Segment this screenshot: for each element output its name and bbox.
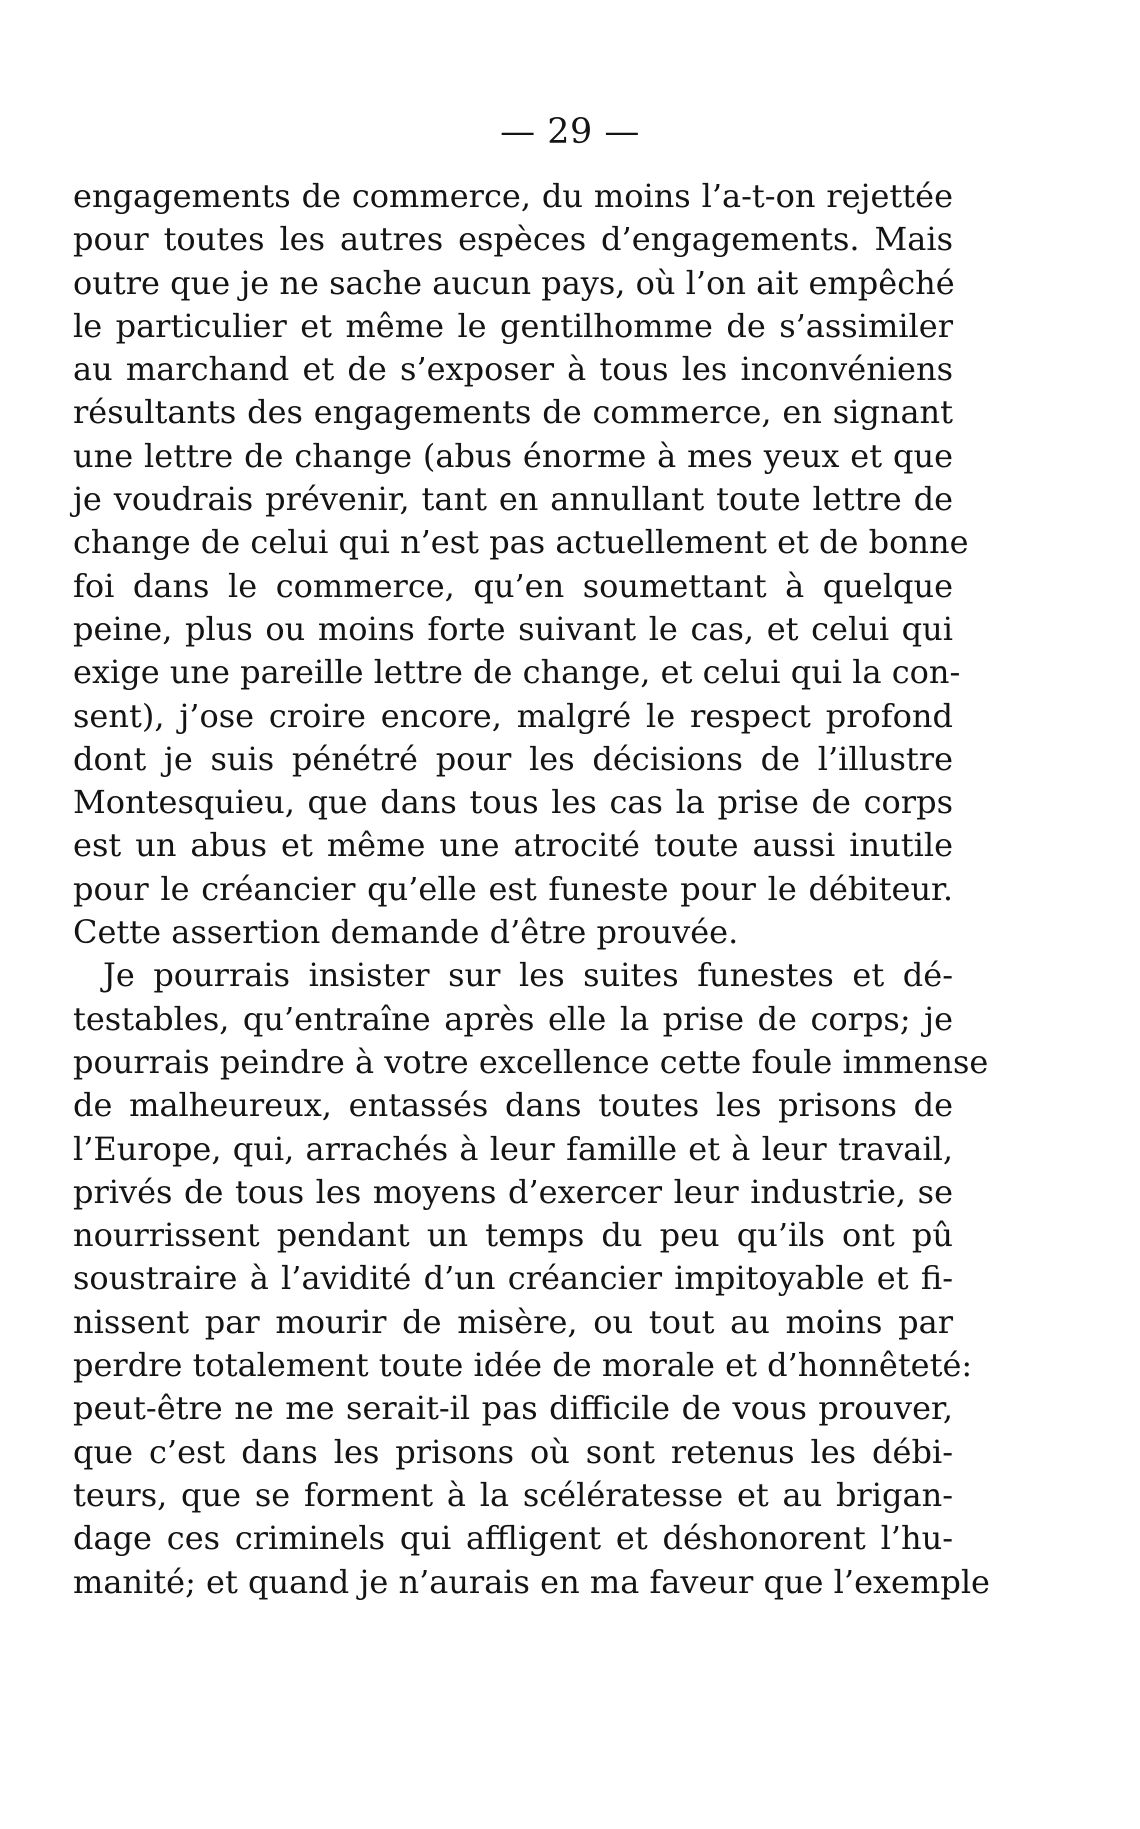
text-line: Montesquieu, que dans tous les cas la prise de corps bbox=[73, 783, 953, 822]
text-line: pourrais peindre à votre excellence cette foule immense bbox=[73, 1042, 989, 1081]
text-line: Je pourrais insister sur les suites funestes et dé- bbox=[103, 956, 953, 995]
text-line: perdre totalement toute idée de morale et d’honnêteté: bbox=[73, 1346, 973, 1385]
text-line: manité; et quand je n’aurais en ma faveur que l’exemple bbox=[73, 1562, 990, 1601]
text-line: foi dans le commerce, qu’en soumettant à quelque bbox=[73, 566, 953, 605]
text-line: peine, plus ou moins forte suivant le cas, et celui qui bbox=[73, 609, 953, 648]
text-line: au marchand et de s’exposer à tous les inconvéniens bbox=[73, 350, 953, 389]
text-line: testables, qu’entraîne après elle la prise de corps; je bbox=[73, 999, 953, 1038]
text-line: outre que je ne sache aucun pays, où l’on ait empêché bbox=[73, 263, 955, 302]
body-text bbox=[73, 175, 990, 1604]
text-line: sent), j’ose croire encore, malgré le respect profond bbox=[73, 696, 953, 735]
paragraph-1 bbox=[73, 175, 969, 954]
text-line: pour le créancier qu’elle est funeste pour le débiteur. bbox=[73, 869, 953, 908]
text-line: soustraire à l’avidité d’un créancier impitoyable et fi- bbox=[73, 1259, 953, 1298]
text-line: Cette assertion demande d’être prouvée. bbox=[73, 913, 739, 952]
text-line: le particulier et même le gentilhomme de s’assimiler bbox=[73, 306, 953, 345]
text-line: l’Europe, qui, arrachés à leur famille et à leur travail, bbox=[73, 1129, 953, 1168]
text-line: je voudrais prévenir, tant en annullant toute lettre de bbox=[73, 480, 953, 519]
text-line: nissent par mourir de misère, ou tout au moins par bbox=[73, 1302, 953, 1341]
text-line: pour toutes les autres espèces d’engagements. Mais bbox=[73, 220, 953, 259]
text-line: de malheureux, entassés dans toutes les prisons de bbox=[73, 1086, 953, 1125]
text-line: engagements de commerce, du moins l’a-t-on rejettée bbox=[73, 177, 953, 215]
text-line: change de celui qui n’est pas actuellement et de bonne bbox=[73, 523, 969, 562]
text-line: privés de tous les moyens d’exercer leur industrie, se bbox=[73, 1172, 953, 1211]
text-line: une lettre de change (abus énorme à mes yeux et que bbox=[73, 436, 953, 475]
text-line: est un abus et même une atrocité toute aussi inutile bbox=[73, 826, 953, 865]
paragraph-2 bbox=[73, 954, 990, 1603]
text-line: que c’est dans les prisons où sont retenus les débi- bbox=[73, 1432, 953, 1471]
text-line: teurs, que se forment à la scélératesse et au brigan- bbox=[73, 1475, 953, 1514]
text-line: dage ces criminels qui affligent et déshonorent l’hu- bbox=[73, 1519, 953, 1558]
text-line: résultants des engagements de commerce, en signant bbox=[73, 393, 953, 432]
page-number: — 29 — bbox=[500, 112, 640, 152]
text-line: peut-être ne me serait-il pas difficile de vous prouver, bbox=[73, 1389, 953, 1428]
text-line: exige une pareille lettre de change, et celui qui la con- bbox=[73, 653, 961, 692]
text-line: nourrissent pendant un temps du peu qu’ils ont pû bbox=[73, 1216, 953, 1255]
text-line: dont je suis pénétré pour les décisions de l’illustre bbox=[73, 739, 953, 778]
